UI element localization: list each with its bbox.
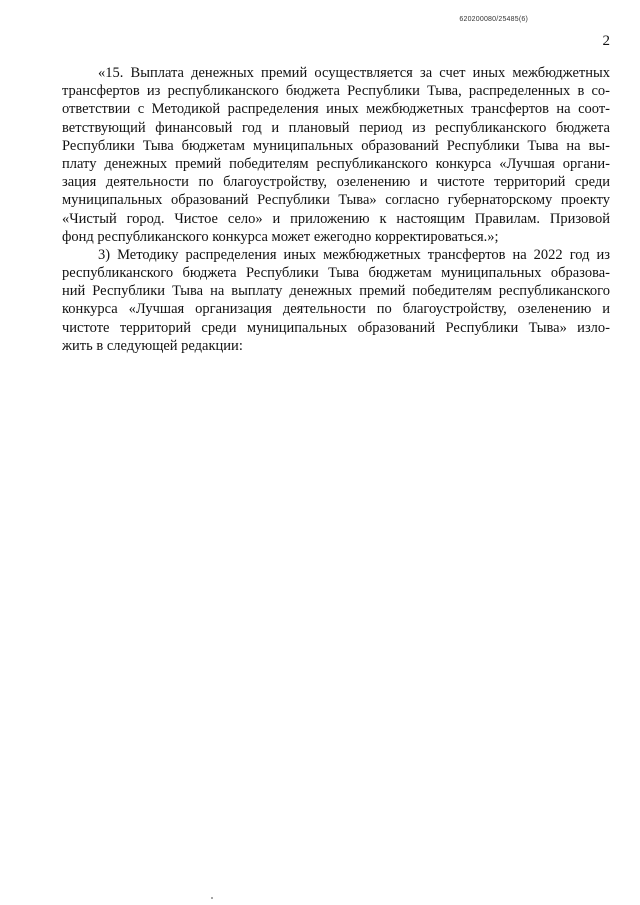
- text-line: 3) Методику распределения иных межбюджетных трансфертов на 2022 год из: [98, 246, 610, 263]
- text-line: муниципальных образований Республики Тыва» согласно губернаторскому проекту: [62, 192, 610, 209]
- text-line: чистоте территорий среди муниципальных образований Республики Тыва» изло-: [62, 319, 610, 336]
- text-line: зация деятельности по благоустройству, озеленению и чистоте территорий среди: [62, 174, 610, 191]
- document-body: [62, 64, 610, 355]
- text-line: конкурса «Лучшая организация деятельности по благоустройству, озеленению и: [62, 301, 610, 318]
- paragraph-item-15: [62, 64, 610, 246]
- text-line: «15. Выплата денежных премий осуществляется за счет иных межбюджетных: [98, 65, 610, 81]
- text-line: ний Республики Тыва на выплату денежных премий победителям республиканского: [62, 283, 610, 300]
- page-number: 2: [602, 33, 610, 49]
- text-line: «Чистый город. Чистое село» и приложению к настоящим Правилам. Призовой: [62, 210, 610, 227]
- document-code: 620200080/25485(6): [459, 16, 528, 23]
- text-line: трансфертов из республиканского бюджета Республики Тыва, распределенных в со-: [62, 83, 610, 100]
- text-line: ветствующий финансовый год и плановый период из республиканского бюджета: [62, 119, 610, 136]
- text-line: ответствии с Методикой распределения иных межбюджетных трансфертов на соот-: [62, 101, 610, 118]
- scan-artifact-dot: [211, 897, 213, 899]
- text-line: фонд республиканского конкурса может ежегодно корректироваться.»;: [62, 228, 499, 245]
- text-line: республиканского бюджета Республики Тыва бюджетам муниципальных образова-: [62, 265, 610, 282]
- text-line: Республики Тыва бюджетам муниципальных образований Республики Тыва на вы-: [62, 137, 610, 154]
- text-line: жить в следующей редакции:: [62, 337, 243, 354]
- paragraph-item-3: [62, 246, 610, 355]
- text-line: плату денежных премий победителям республиканского конкурса «Лучшая органи-: [62, 155, 610, 172]
